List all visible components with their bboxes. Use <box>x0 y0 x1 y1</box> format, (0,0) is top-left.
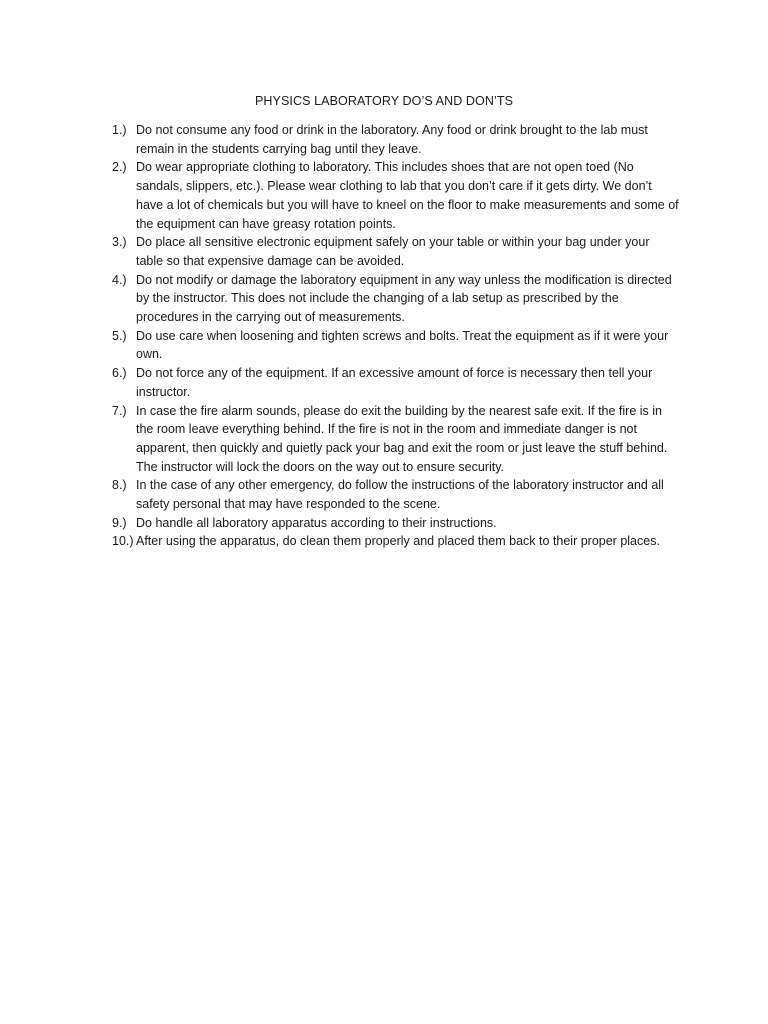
list-item <box>112 364 680 401</box>
list-item-text: After using the apparatus, do clean them properly and placed them back to their proper places. <box>136 534 660 549</box>
list-item-text: In the case of any other emergency, do follow the instructions of the laboratory instructor and all safety personal that may have responded to the scene. <box>136 478 664 512</box>
list-item-number: 3.) <box>112 235 127 250</box>
page-title: PHYSICS LABORATORY DO’S AND DON’TS <box>254 94 514 108</box>
list-item-number: 4.) <box>112 272 127 287</box>
list-item-text: Do handle all laboratory apparatus according to their instructions. <box>136 515 497 530</box>
list-item-text: In case the fire alarm sounds, please do exit the building by the nearest safe exit. If the fire is in the room leave everything behind. If the fire is not in the room and immediate danger is not apparent, then quickly and quietly pack your bag and exit the room or just leave the stuff behind. The instructor will lock the doors on the way out to ensure security. <box>136 403 668 474</box>
list-item-text: Do not consume any food or drink in the laboratory. Any food or drink brought to the lab must remain in the students carrying bag until they leave. <box>136 123 648 156</box>
list-item-number: 2.) <box>112 160 127 175</box>
rules-list <box>112 121 680 551</box>
list-item <box>112 233 680 270</box>
list-item <box>112 327 680 364</box>
list-item-text: Do not modify or damage the laboratory equipment in any way unless the modification is directed by the instructor. This does not include the changing of a lab setup as prescribed by the procedures in the carrying out of measurements. <box>136 272 672 325</box>
list-item <box>112 402 680 477</box>
list-item <box>112 271 680 327</box>
list-item <box>112 532 680 551</box>
list-item-number: 9.) <box>112 515 127 530</box>
list-item-number: 7.) <box>112 403 127 418</box>
list-item <box>112 158 680 233</box>
list-item-text: Do wear appropriate clothing to laboratory. This includes shoes that are not open toed (No sandals, slippers, etc.). Please wear clothing to lab that you don’t care if it gets dirty. We don’t have a lot of chemicals but you will have to kneel on the floor to make measurements and some of the equipment can have greasy rotation points. <box>136 160 679 231</box>
list-item-text: Do place all sensitive electronic equipment safely on your table or within your bag under your table so that expensive damage can be avoided. <box>136 235 650 268</box>
list-item-number: 6.) <box>112 366 127 381</box>
list-item-number: 8.) <box>112 478 127 493</box>
list-item-number: 1.) <box>112 123 127 137</box>
list-item <box>112 476 680 513</box>
list-item <box>112 121 680 158</box>
list-item-text: Do not force any of the equipment. If an excessive amount of force is necessary then tell your instructor. <box>136 366 653 399</box>
list-item-number: 10.) <box>112 534 134 549</box>
list-item <box>112 514 680 533</box>
list-item-number: 5.) <box>112 328 127 343</box>
list-item-text: Do use care when loosening and tighten screws and bolts. Treat the equipment as if it were your own. <box>136 328 669 362</box>
